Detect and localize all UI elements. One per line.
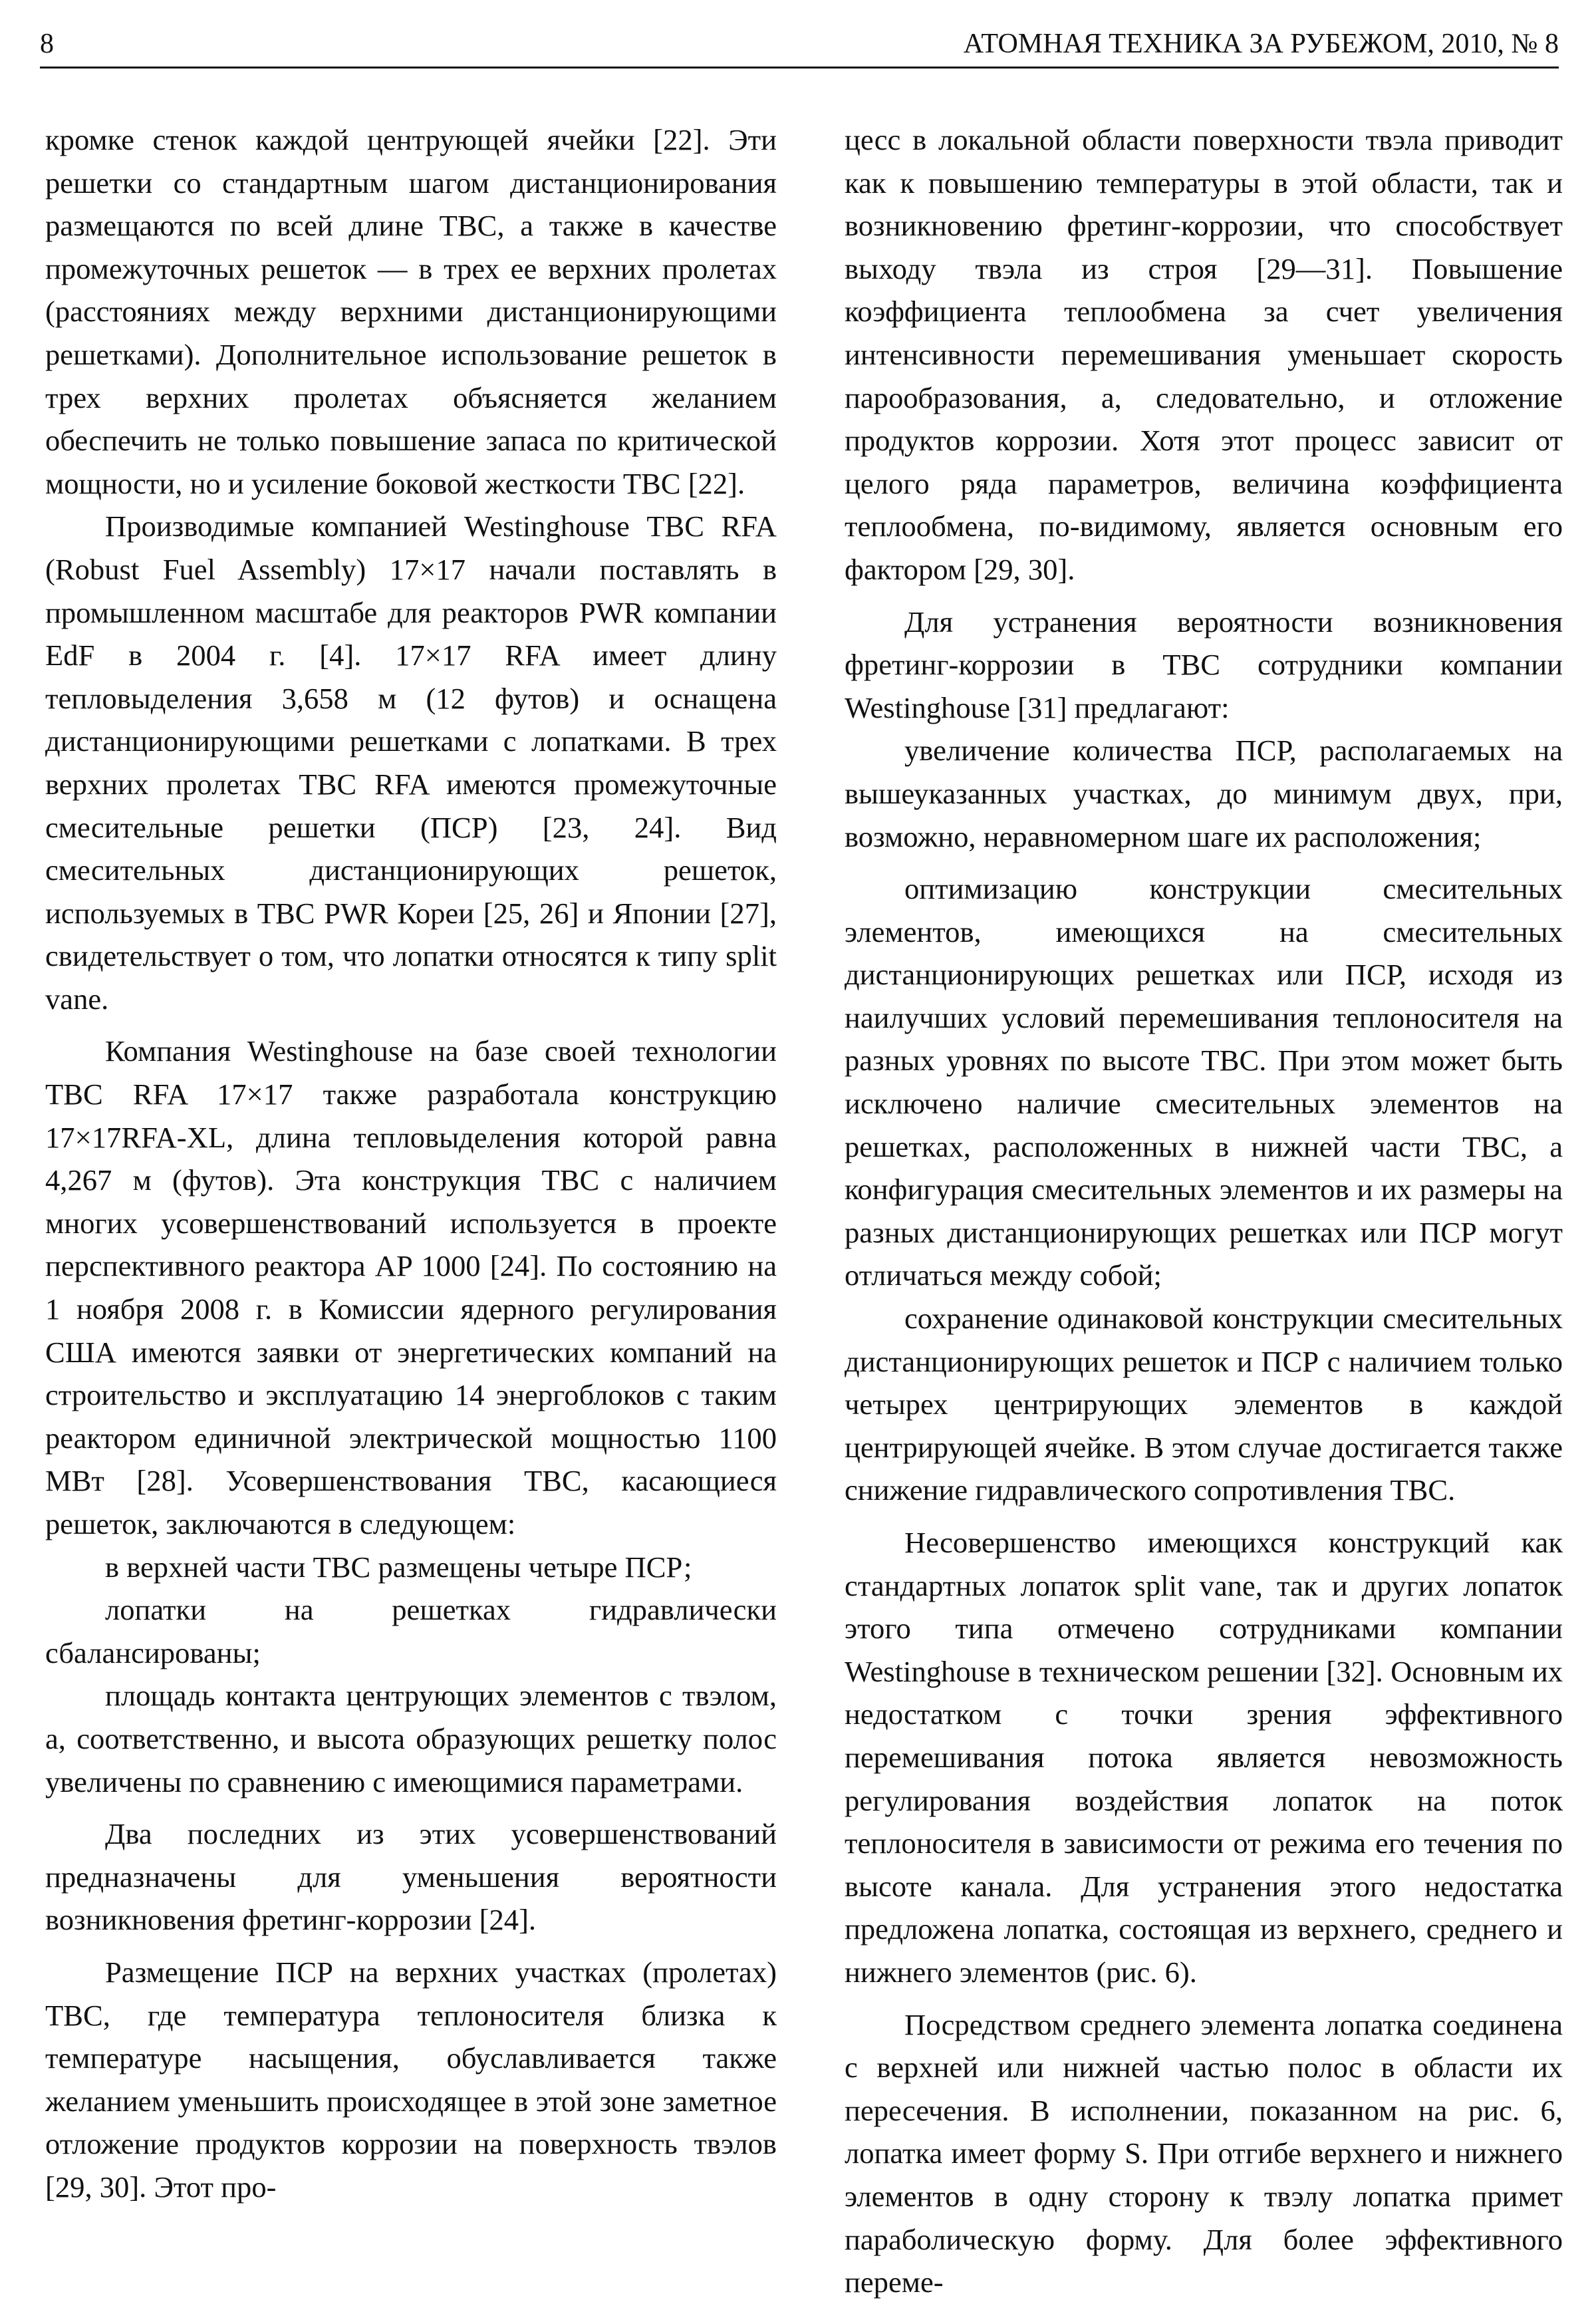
page-number: 8 <box>40 29 54 59</box>
paragraph: Несовершенство имеющихся конструкций как стандартных лопаток split vane, так и других лопаток этого типа отмечено сотрудниками компании Westinghouse в техническом решении [32]. Основным их недостатком с точки зрения эффективного перемешивания потока является невозможность регулирования воздействия лопаток на поток теплоносителя в зависимости от режима его течения по высоте канала. Для устранения этого недостатка предложена лопатка, состоящая из верхнего, среднего и нижнего элементов (рис. 6). <box>845 1526 1563 1989</box>
list-item: сохранение одинаковой конструкции смесительных дистанционирующих решеток и ПСР с наличием только четырех центрирующих элементов в каждой центрирующей ячейке. В этом случае достигается также снижение гидравлического сопротивления ТВС. <box>845 1302 1563 1507</box>
left-column <box>45 118 777 2209</box>
list-item: в верхней части ТВС размещены четыре ПСР; <box>105 1550 692 1584</box>
paragraph: Два последних из этих усовершенствований предназначены для уменьшения вероятности возникновения фретинг-коррозии [24]. <box>45 1817 777 1937</box>
paragraph: кромке стенок каждой центрующей ячейки [22]. Эти решетки со стандартным шагом дистанционирования размещаются по всей длине ТВС, а также в качестве промежуточных решеток — в трех ее верхних пролетах (расстояниях между верхними дистанционирующими решетками). Дополнительное использование решеток в трех верхних пролетах объясняется желанием обеспечить не только повышение запаса по критической мощности, но и усиление боковой жесткости ТВС [22]. <box>45 123 777 500</box>
running-header <box>40 25 1559 63</box>
paragraph: Для устранения вероятности возникновения фретинг-коррозии в ТВС сотрудники компании Westinghouse [31] предлагают: <box>845 605 1563 724</box>
paragraph: Посредством среднего элемента лопатка соединена с верхней или нижней частью полос в области их пересечения. В исполнении, показанном на рис. 6, лопатка имеет форму S. При отгибе верхнего и нижнего элементов в одну сторону к твэлу лопатка примет параболическую форму. Для более эффективного переме- <box>845 2007 1563 2299</box>
paragraph: Компания Westinghouse на базе своей технологии ТВС RFA 17×17 также разработала конструкцию 17×17RFA-XL, длина тепловыделения которой равна 4,267 м (футов). Эта конструкция ТВС с наличием многих усовершенствований используется в проекте перспективного реактора AP 1000 [24]. По состоянию на 1 ноября 2008 г. в Комиссии ядерного регулирования США имеются заявки от энергетических компаний на строительство и эксплуатацию 14 энергоблоков с таким реактором единичной электрической мощностью 1100 МВт [28]. Усовершенствования ТВС, касающиеся решеток, заключаются в следующем: <box>45 1034 777 1540</box>
header-rule <box>40 67 1559 69</box>
list-item: площадь контакта центрующих элементов с твэлом, а, соответственно, и высота образующих решетку полос увеличены по сравнению с имеющимися параметрами. <box>45 1679 777 1799</box>
paragraph: Производимые компанией Westinghouse ТВС RFA (Robust Fuel Assembly) 17×17 начали поставлять в промышленном масштабе для реакторов PWR компании EdF в 2004 г. [4]. 17×17 RFA имеет длину тепловыделения 3,658 м (12 футов) и оснащена дистанционирующими решетками с лопатками. В трех верхних пролетах ТВС RFA имеются промежуточные смесительные решетки (ПСР) [23, 24]. Вид смесительных дистанционирующих решеток, используемых в ТВС PWR Кореи [25, 26] и Японии [27], свидетельствует о том, что лопатки относятся к типу split vane. <box>45 509 777 1016</box>
list-item: оптимизацию конструкции смесительных элементов, имеющихся на смесительных дистанционирующих решетках или ПСР, исходя из наилучших условий перемешивания теплоносителя на разных уровнях по высоте ТВС. При этом может быть исключено наличие смесительных элементов на решетках, расположенных в нижней части ТВС, а конфигурация смесительных элементов и их размеры на разных дистанционирующих решетках или ПСР могут отличаться между собой; <box>845 872 1563 1292</box>
list-item: увеличение количества ПСР, располагаемых на вышеуказанных участках, до минимум двух, при, возможно, неравномерном шаге их расположения; <box>845 734 1563 853</box>
paragraph: цесс в локальной области поверхности твэла приводит как к повышению температуры в этой области, так и возникновению фретинг-коррозии, что способствует выходу твэла из строя [29—31]. Повышение коэффициента теплообмена за счет увеличения интенсивности перемешивания уменьшает скорость парообразования, а, следовательно, и отложение продуктов коррозии. Хотя этот процесс зависит от целого ряда параметров, величина коэффициента теплообмена, по-видимому, является основным его фактором [29, 30]. <box>845 123 1563 586</box>
right-column <box>845 118 1563 2304</box>
paragraph: Размещение ПСР на верхних участках (пролетах) ТВС, где температура теплоносителя близка к температуре насыщения, обуславливается также желанием уменьшить происходящее в этой зоне заметное отложение продуктов коррозии на поверхность твэлов [29, 30]. Этот про- <box>45 1955 777 2204</box>
list-item: лопатки на решетках гидравлически сбалансированы; <box>45 1593 777 1669</box>
journal-title: АТОМНАЯ ТЕХНИКА ЗА РУБЕЖОМ, 2010, № 8 <box>963 29 1559 59</box>
